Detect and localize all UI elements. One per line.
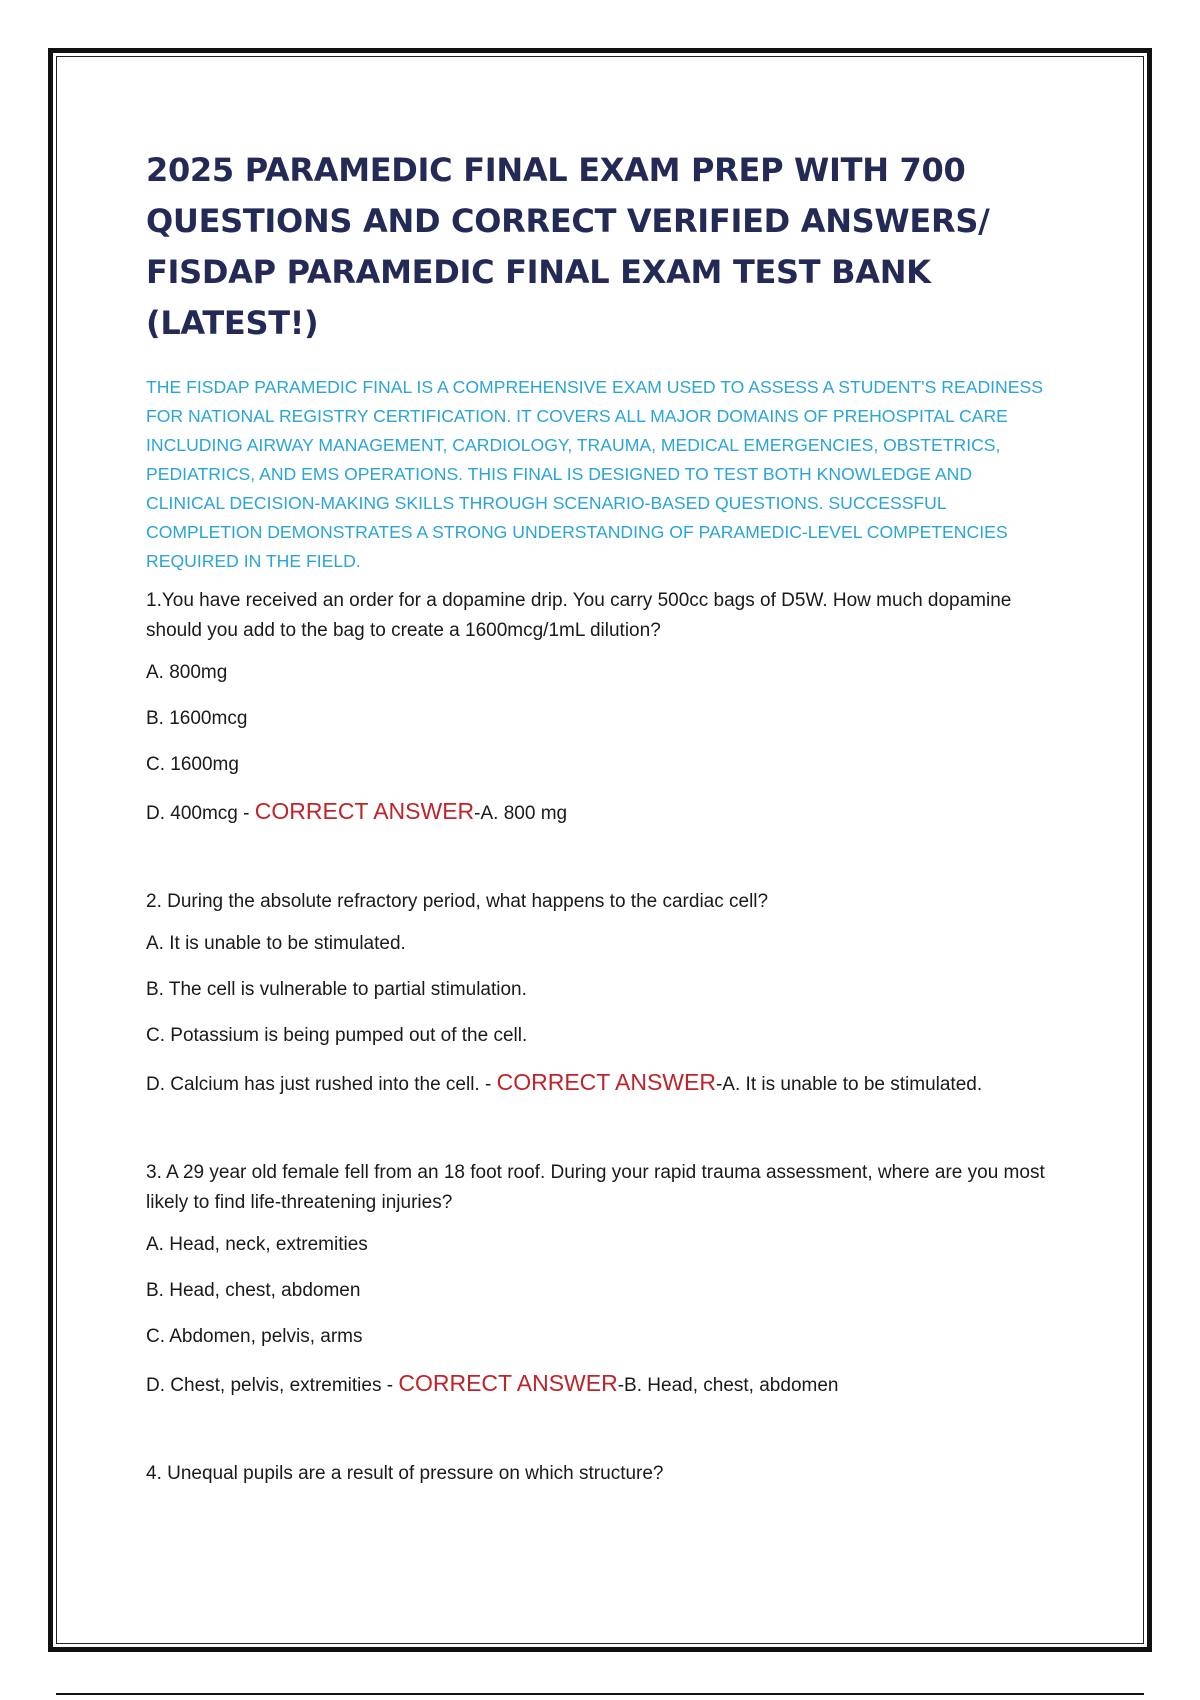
question-3 xyxy=(146,1158,1046,1401)
question-stem: 4. Unequal pupils are a result of pressure on which structure? xyxy=(146,1463,664,1484)
question-stem: 1.You have received an order for a dopamine drip. You carry 500cc bags of D5W. How much dopamine should you add to the bag to create a 1600mcg/1mL dilution? xyxy=(146,590,1012,641)
option-d: D. Calcium has just rushed into the cell. - xyxy=(146,1074,497,1095)
option-b: B. Head, chest, abdomen xyxy=(146,1280,361,1301)
question-1 xyxy=(146,586,1046,829)
correct-answer-text: -A. It is unable to be stimulated. xyxy=(715,1074,983,1095)
option-b: B. 1600mcg xyxy=(146,708,248,729)
footer-divider xyxy=(56,1693,1144,1695)
option-a: A. It is unable to be stimulated. xyxy=(146,933,406,954)
correct-answer-label: CORRECT ANSWER xyxy=(254,798,475,824)
document-summary: THE FISDAP PARAMEDIC FINAL IS A COMPREHENSIVE EXAM USED TO ASSESS A STUDENT'S READINESS FOR NATIONAL REGISTRY CERTIFICATION. IT COVERS ALL MAJOR DOMAINS OF PREHOSPITAL CARE INCLUDING AIRWAY MANAGEMENT, CARDIOLOGY, TRAUMA, MEDICAL EMERGENCIES, OBSTETRICS, PEDIATRICS, AND EMS OPERATIONS. THIS FINAL IS DESIGNED TO TEST BOTH KNOWLEDGE AND CLINICAL DECISION-MAKING SKILLS THROUGH SCENARIO-BASED QUESTIONS. SUCCESSFUL COMPLETION DEMONSTRATES A STRONG UNDERSTANDING OF PARAMEDIC-LEVEL COMPETENCIES REQUIRED IN THE FIELD. xyxy=(146,377,1043,571)
option-d-with-answer xyxy=(146,1067,1046,1100)
option-a: A. 800mg xyxy=(146,662,228,683)
question-stem: 3. A 29 year old female fell from an 18 foot roof. During your rapid trauma assessment, where are you most likely to find life-threatening injuries? xyxy=(146,1162,1045,1213)
option-d-with-answer xyxy=(146,796,1046,829)
option-d: D. Chest, pelvis, extremities - xyxy=(146,1375,399,1396)
option-d: D. 400mcg - xyxy=(146,803,255,824)
correct-answer-text: -A. 800 mg xyxy=(474,803,568,824)
correct-answer-label: CORRECT ANSWER xyxy=(496,1069,716,1095)
option-c: C. Potassium is being pumped out of the cell. xyxy=(146,1025,528,1046)
option-b: B. The cell is vulnerable to partial stimulation. xyxy=(146,979,527,1000)
option-c: C. 1600mg xyxy=(146,754,239,775)
document-body xyxy=(146,145,1046,1501)
question-4 xyxy=(146,1459,1046,1489)
correct-answer-text: -B. Head, chest, abdomen xyxy=(617,1375,839,1396)
question-stem: 2. During the absolute refractory period, what happens to the cardiac cell? xyxy=(146,891,769,912)
option-c: C. Abdomen, pelvis, arms xyxy=(146,1326,363,1347)
document-title: 2025 PARAMEDIC FINAL EXAM PREP WITH 700 QUESTIONS AND CORRECT VERIFIED ANSWERS/ FISDAP PARAMEDIC FINAL EXAM TEST BANK (LATEST!) xyxy=(146,151,990,342)
question-2 xyxy=(146,887,1046,1100)
option-d-with-answer xyxy=(146,1368,1046,1401)
option-a: A. Head, neck, extremities xyxy=(146,1234,368,1255)
correct-answer-label: CORRECT ANSWER xyxy=(398,1370,618,1396)
